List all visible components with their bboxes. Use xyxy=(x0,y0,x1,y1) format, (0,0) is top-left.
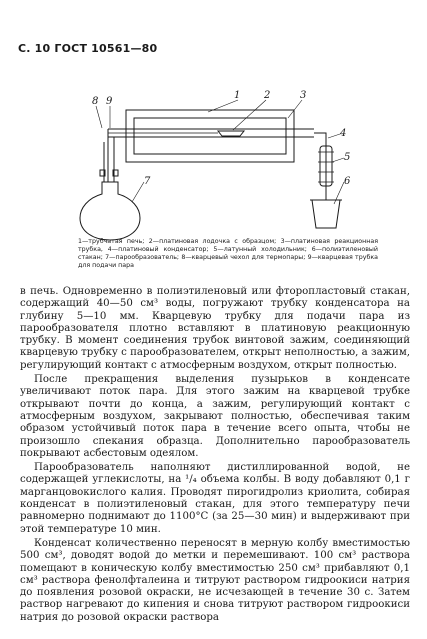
apparatus-figure xyxy=(68,82,368,242)
fig-label-6: 6 xyxy=(344,176,351,187)
steam-generator-flask xyxy=(80,182,140,240)
body-text xyxy=(20,286,410,626)
paragraph-1: в печь. Одновременно в полиэтиленовый или фторопластовый стакан, содержащий 40—50 см³ воды, погружают трубку конденсатора на глубину 5—10 мм. Кварцевую трубку для подачи пара из парообразователя плотно вставляют в платиновую реакционную трубку. В момент соединения трубок винтовой зажим, соединяющий кварцевую трубку с парообразователем, открыт неполностью, а зажим, регулирующий контакт с атмосферным воздухом, открыт полностью. xyxy=(20,286,410,371)
paragraph-3: Парообразователь наполняют дистиллированной водой, не содержащей углекислоты, на ¹/₄ объема колбы. В воду добавляют 0,1 г марганцовокислого калия. Проводят пирогидролиз криолита, собирая конденсат в полиэтиленовый стакан, для этого температуру печи равномерно поднимают до 1100°С (за 25—30 мин) и выдерживают при этой температуре 10 мин. xyxy=(20,462,410,535)
fig-label-3: 3 xyxy=(300,90,307,101)
paragraph-4: Конденсат количественно переносят в мерную колбу вместимостью 500 см³, доводят водой до метки и перемешивают. 100 см³ раствора помещают в коническую колбу вместимостью 250 см³ прибавляют 0,1 см³ раствора фенолфталеина и титруют раствором гидроокиси натрия до появления розовой окраски, не исчезающей в течение 30 с. Затем раствор нагревают до кипения и снова титруют раствором гидроокиси натрия до розовой окраски раствора xyxy=(20,537,410,623)
sample-boat xyxy=(218,131,244,136)
fig-label-7: 7 xyxy=(144,176,151,187)
figure-caption: 1—трубчатая печь; 2—платиновая лодочка с образцом; 3—платиновая реакционная трубка, 4—платиновый конденсатор; 5—латунный холодильник; 6—полиэтиленовый стакан; 7—парообразователь; 8—кварцевый чехол для термопары; 9—кварцевая трубка для подачи пара xyxy=(78,238,378,269)
fig-label-8: 8 xyxy=(92,96,99,107)
paragraph-2: После прекращения выделения пузырьков в конденсате увеличивают поток пара. Для этого зажим на кварцевой трубке открывают почти до конца, а зажим, регулирующий контакт с атмосферным воздухом, закрывают полностью, обеспечивая таким образом устойчивый поток пара в течение всего опыта, чтобы не произошло спекания образца. Дополнительно парообразователь покрывают асбестовым одеялом. xyxy=(20,374,410,459)
furnace-inner xyxy=(134,118,286,154)
fig-label-5: 5 xyxy=(344,152,351,163)
fig-label-9: 9 xyxy=(106,96,113,107)
page-header: С. 10 ГОСТ 10561—80 xyxy=(18,42,158,55)
fig-label-1: 1 xyxy=(234,90,241,101)
fig-label-4: 4 xyxy=(340,128,347,139)
fig-label-2: 2 xyxy=(264,90,271,101)
polyethylene-beaker xyxy=(312,200,340,228)
